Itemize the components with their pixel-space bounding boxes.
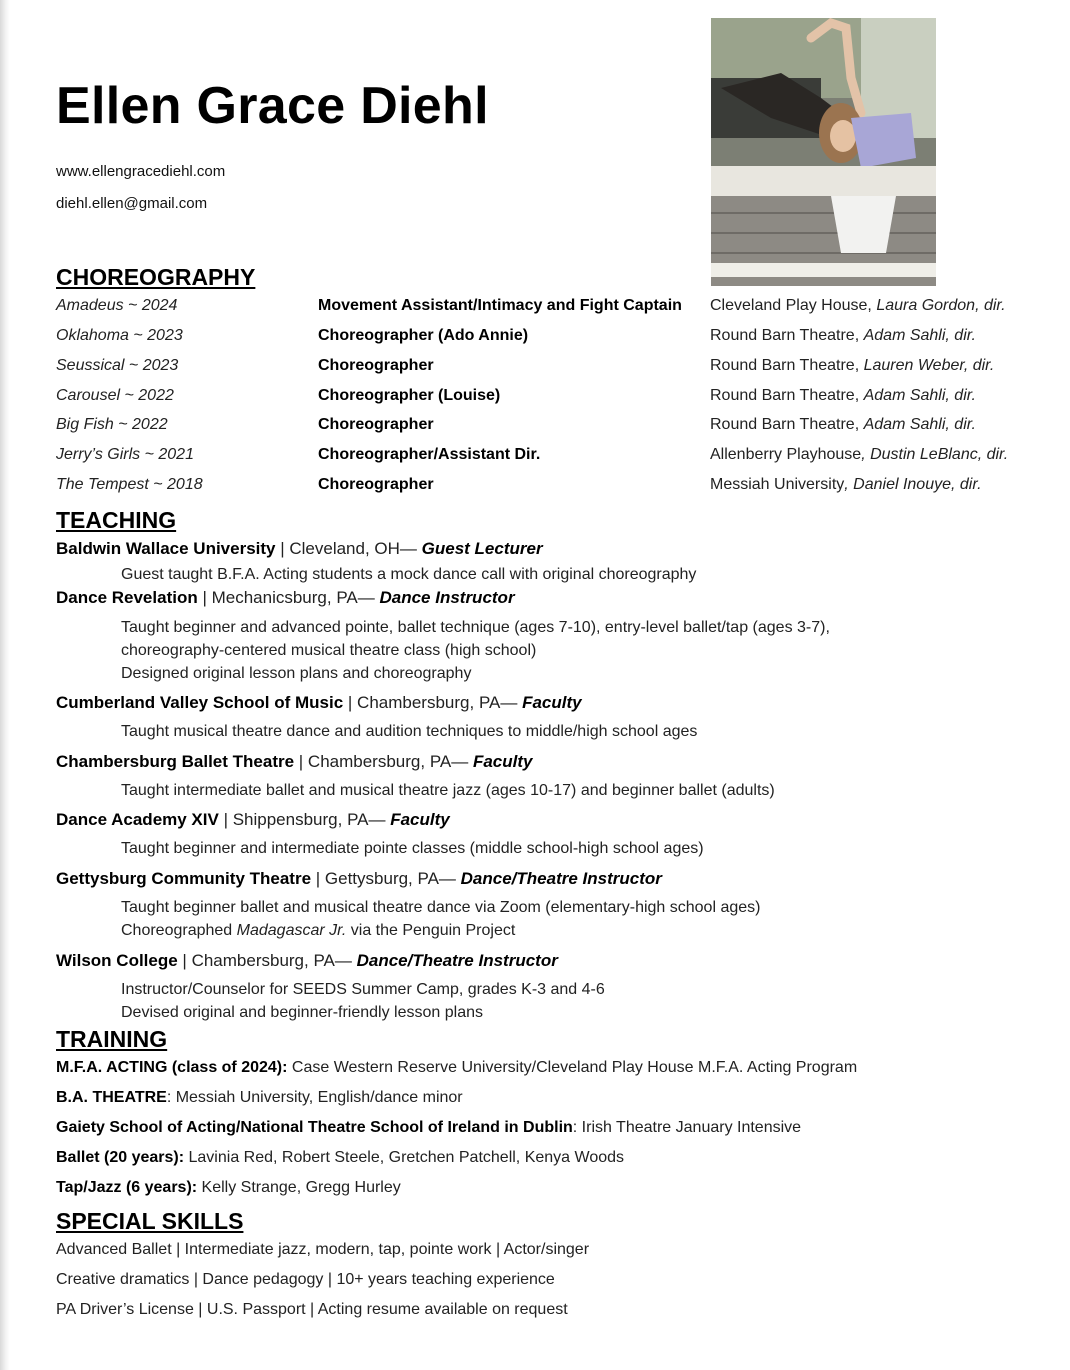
teaching-job: [56, 752, 532, 772]
choreography-role: Choreographer: [318, 357, 434, 374]
director: Adam Sahli, dir.: [863, 387, 976, 404]
venue: Round Barn Theatre,: [710, 387, 860, 404]
teaching-job: [56, 693, 582, 713]
venue-director: [710, 327, 976, 345]
organization: Gettysburg Community Theatre: [56, 869, 312, 888]
venue: Cleveland Play House,: [710, 297, 872, 314]
choreography-role: Choreographer: [318, 476, 434, 493]
organization: Chambersburg Ballet Theatre: [56, 752, 295, 771]
venue-director: [710, 387, 976, 405]
choreography-row: [0, 297, 1070, 321]
training-label: B.A. THEATRE: [56, 1089, 167, 1106]
location: | Chambersburg, PA—: [177, 951, 357, 970]
teaching-job: [56, 869, 662, 889]
teaching-job: [56, 810, 450, 830]
job-role: Dance Instructor: [379, 588, 515, 607]
training-text: : Irish Theatre January Intensive: [572, 1119, 802, 1136]
job-description: choreography-centered musical theatre class (high school): [121, 642, 537, 659]
description-text: Choreographed: [121, 922, 237, 939]
job-description: Devised original and beginner-friendly lesson plans: [121, 1004, 483, 1021]
job-description: Taught intermediate ballet and musical theatre jazz (ages 10-17) and beginner ballet (adults): [121, 782, 775, 799]
location: | Chambersburg, PA—: [343, 693, 523, 712]
training-item: [56, 1089, 463, 1107]
director: Lauren Weber, dir.: [863, 357, 995, 374]
venue-director: [710, 476, 982, 494]
description-text: via the Penguin Project: [346, 922, 516, 939]
job-role: Faculty: [390, 810, 450, 829]
page-edge-shadow: [0, 0, 10, 1370]
job-role: Dance/Theatre Instructor: [356, 951, 558, 970]
skills-line: Creative dramatics | Dance pedagogy | 10+ years teaching experience: [56, 1271, 555, 1288]
venue: Round Barn Theatre,: [710, 327, 860, 344]
venue: Round Barn Theatre,: [710, 416, 860, 433]
venue: Allenberry Playhouse: [710, 446, 862, 463]
job-role: Faculty: [522, 693, 582, 712]
headshot-photo: [711, 18, 936, 286]
director: Laura Gordon, dir.: [876, 297, 1006, 314]
training-label: Gaiety School of Acting/National Theatre School of Ireland in Dublin: [56, 1119, 573, 1136]
choreography-row: [0, 327, 1070, 351]
training-label: M.F.A. ACTING (class of 2024):: [56, 1059, 288, 1076]
training-heading: TRAINING: [56, 1026, 168, 1052]
choreography-row: [0, 387, 1070, 411]
organization: Cumberland Valley School of Music: [56, 693, 344, 712]
training-text: : Messiah University, English/dance minor: [166, 1089, 463, 1106]
choreography-role: Choreographer (Louise): [318, 387, 501, 404]
job-description: Taught beginner and intermediate pointe classes (middle school-high school ages): [121, 840, 704, 857]
choreography-role: Choreographer/Assistant Dir.: [318, 446, 541, 463]
location: | Cleveland, OH—: [275, 539, 422, 558]
job-description: Taught beginner and advanced pointe, ballet technique (ages 7-10), entry-level ballet/tap (ages 3-7),: [121, 619, 830, 636]
resume-name: Ellen Grace Diehl: [56, 77, 489, 135]
choreography-row: [0, 357, 1070, 381]
job-role: Dance/Theatre Instructor: [460, 869, 662, 888]
training-item: [56, 1059, 857, 1077]
teaching-job: [56, 951, 558, 971]
location: | Shippensburg, PA—: [218, 810, 391, 829]
teaching-heading: TEACHING: [56, 507, 177, 533]
organization: Wilson College: [56, 951, 178, 970]
teaching-job: [56, 588, 515, 608]
training-label: Ballet (20 years):: [56, 1149, 185, 1166]
director: Adam Sahli, dir.: [863, 327, 976, 344]
choreography-row: [0, 476, 1070, 500]
training-text: Kelly Strange, Gregg Hurley: [197, 1179, 401, 1196]
choreography-role: Choreographer (Ado Annie): [318, 327, 529, 344]
website-link[interactable]: www.ellengracediehl.com: [56, 163, 226, 180]
organization: Baldwin Wallace University: [56, 539, 276, 558]
show-title: Amadeus ~ 2024: [56, 297, 178, 314]
training-label: Tap/Jazz (6 years):: [56, 1179, 198, 1196]
venue-director: [710, 297, 1006, 315]
director: , Daniel Inouye, dir.: [844, 476, 982, 493]
show-title: Carousel ~ 2022: [56, 387, 174, 404]
job-description: Taught musical theatre dance and audition techniques to middle/high school ages: [121, 723, 698, 740]
job-description: Instructor/Counselor for SEEDS Summer Camp, grades K-3 and 4-6: [121, 981, 605, 998]
job-description: Designed original lesson plans and choreography: [121, 665, 472, 682]
dancer-photo-illustration: [711, 18, 936, 286]
job-role: Guest Lecturer: [421, 539, 543, 558]
choreography-heading: CHOREOGRAPHY: [56, 264, 256, 290]
job-role: Faculty: [472, 752, 533, 771]
job-description: Guest taught B.F.A. Acting students a mock dance call with original choreography: [121, 566, 697, 583]
training-item: [56, 1179, 401, 1197]
organization: Dance Academy XIV: [56, 810, 219, 829]
skills-line: Advanced Ballet | Intermediate jazz, modern, tap, pointe work | Actor/singer: [56, 1241, 590, 1258]
training-item: [56, 1119, 801, 1137]
show-title: Seussical ~ 2023: [56, 357, 179, 374]
training-text: Case Western Reserve University/Cleveland Play House M.F.A. Acting Program: [287, 1059, 858, 1076]
job-description: Taught beginner ballet and musical theatre dance via Zoom (elementary-high school ages): [121, 899, 761, 916]
venue-director: [710, 446, 1008, 464]
choreography-role: Choreographer: [318, 416, 434, 433]
venue: Messiah University: [710, 476, 845, 493]
location: | Mechanicsburg, PA—: [197, 588, 380, 607]
show-title: Oklahoma ~ 2023: [56, 327, 183, 344]
job-description: [121, 922, 515, 940]
venue-director: [710, 416, 976, 434]
choreography-role: Movement Assistant/Intimacy and Fight Captain: [318, 297, 682, 314]
special-skills-heading: SPECIAL SKILLS: [56, 1208, 244, 1234]
venue: Round Barn Theatre,: [710, 357, 860, 374]
show-title: Jerry’s Girls ~ 2021: [56, 446, 194, 463]
teaching-job: [56, 539, 543, 559]
show-title: The Tempest ~ 2018: [56, 476, 203, 493]
choreography-row: [0, 416, 1070, 440]
choreography-row: [0, 446, 1070, 470]
venue-director: [710, 357, 994, 375]
training-item: [56, 1149, 624, 1167]
director: , Dustin LeBlanc, dir.: [861, 446, 1009, 463]
show-title: Big Fish ~ 2022: [56, 416, 168, 433]
training-text: Lavinia Red, Robert Steele, Gretchen Patchell, Kenya Woods: [184, 1149, 625, 1166]
email-link[interactable]: diehl.ellen@gmail.com: [56, 195, 208, 212]
director: Adam Sahli, dir.: [863, 416, 976, 433]
location: | Chambersburg, PA—: [294, 752, 473, 771]
show-title: Madagascar Jr.: [236, 922, 347, 939]
organization: Dance Revelation: [56, 588, 198, 607]
location: | Gettysburg, PA—: [311, 869, 461, 888]
skills-line: PA Driver’s License | U.S. Passport | Acting resume available on request: [56, 1301, 568, 1318]
